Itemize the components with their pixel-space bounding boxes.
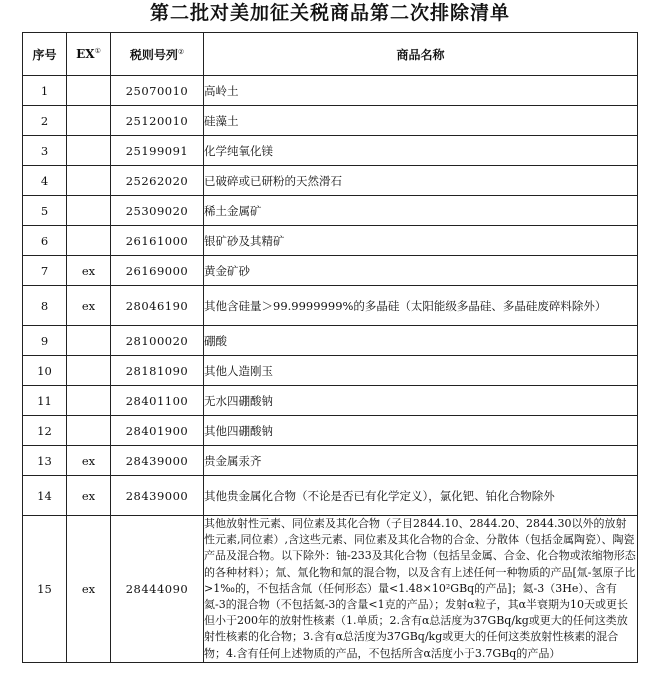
header-seq: 序号 xyxy=(23,33,67,76)
cell-ex xyxy=(67,136,111,166)
cell-seq: 4 xyxy=(23,166,67,196)
footnote-marker: ① xyxy=(94,47,101,55)
cell-tariff-code: 25262020 xyxy=(111,166,204,196)
cell-tariff-code: 28401100 xyxy=(111,386,204,416)
table-row xyxy=(23,326,638,356)
cell-ex: ex xyxy=(67,256,111,286)
cell-tariff-code: 25309020 xyxy=(111,196,204,226)
cell-tariff-code: 28181090 xyxy=(111,356,204,386)
cell-tariff-code: 28439000 xyxy=(111,476,204,516)
table-row xyxy=(23,446,638,476)
cell-tariff-code: 25199091 xyxy=(111,136,204,166)
cell-ex xyxy=(67,326,111,356)
cell-product-name: 黄金矿砂 xyxy=(204,256,638,286)
cell-product-name: 其他贵金属化合物（不论是否已有化学定义），氯化钯、铂化合物除外 xyxy=(204,476,638,516)
cell-ex xyxy=(67,196,111,226)
cell-seq: 11 xyxy=(23,386,67,416)
exclusion-list-table xyxy=(22,32,638,663)
cell-seq: 7 xyxy=(23,256,67,286)
cell-seq: 14 xyxy=(23,476,67,516)
document-title: 第二批对美加征关税商品第二次排除清单 xyxy=(149,2,510,24)
cell-seq: 6 xyxy=(23,226,67,256)
table-row xyxy=(23,166,638,196)
cell-ex: ex xyxy=(67,286,111,326)
cell-product-name: 高岭土 xyxy=(204,76,638,106)
cell-seq: 1 xyxy=(23,76,67,106)
cell-ex xyxy=(67,106,111,136)
cell-tariff-code: 26161000 xyxy=(111,226,204,256)
cell-ex: ex xyxy=(67,516,111,663)
cell-product-name: 贵金属汞齐 xyxy=(204,446,638,476)
table-row xyxy=(23,516,638,663)
cell-ex xyxy=(67,76,111,106)
table-row xyxy=(23,226,638,256)
cell-ex xyxy=(67,356,111,386)
cell-tariff-code: 25070010 xyxy=(111,76,204,106)
header-tariff-code: 税则号列② xyxy=(111,33,204,76)
cell-seq: 13 xyxy=(23,446,67,476)
cell-product-name: 其他四硼酸钠 xyxy=(204,416,638,446)
cell-tariff-code: 28100020 xyxy=(111,326,204,356)
table-row xyxy=(23,136,638,166)
cell-seq: 9 xyxy=(23,326,67,356)
table-row xyxy=(23,256,638,286)
cell-seq: 12 xyxy=(23,416,67,446)
cell-seq: 8 xyxy=(23,286,67,326)
cell-product-name: 硼酸 xyxy=(204,326,638,356)
cell-product-name: 无水四硼酸钠 xyxy=(204,386,638,416)
cell-tariff-code: 25120010 xyxy=(111,106,204,136)
cell-ex xyxy=(67,166,111,196)
cell-tariff-code: 28046190 xyxy=(111,286,204,326)
cell-ex xyxy=(67,416,111,446)
cell-tariff-code: 26169000 xyxy=(111,256,204,286)
header-ex: EX① xyxy=(67,33,111,76)
table-row xyxy=(23,386,638,416)
table-row xyxy=(23,416,638,446)
cell-ex xyxy=(67,386,111,416)
cell-seq: 15 xyxy=(23,516,67,663)
cell-product-name: 稀土金属矿 xyxy=(204,196,638,226)
cell-product-name: 银矿砂及其精矿 xyxy=(204,226,638,256)
cell-product-name: 已破碎或已研粉的天然滑石 xyxy=(204,166,638,196)
cell-seq: 2 xyxy=(23,106,67,136)
cell-tariff-code: 28439000 xyxy=(111,446,204,476)
cell-product-name: 化学纯氧化镁 xyxy=(204,136,638,166)
table-row xyxy=(23,106,638,136)
table-row xyxy=(23,286,638,326)
table-header-row xyxy=(23,33,638,76)
cell-product-name: 其他放射性元素、同位素及其化合物（子目2844.10、2844.20、2844.30以外的放射性元素,同位素）,含这些元素、同位素及其化合物的合金、分散体（包括金属陶瓷）、陶瓷产品及混合物。以下除外：铀-233及其化合物（包括呈金属、合金、化合物或浓缩物形态的各种材料）；氚、氚化物和氚的混合物，以及含有上述任何一种物质的产品[氚-氢原子比>1‰的，不包括含氚（任何形态）量<1.48×10²GBq的产品]；氦-3（3He）、含有氦-3的混合物（不包括氦-3的含量<1克的产品）；发射α粒子，其α半衰期为10天或更长但小于200年的放射性核素（1.单质；2.含有α总活度为37GBq/kg或更大的任何这类放射性核素的化合物；3.含有α总活度为37GBq/kg或更大的任何这类放射性核素的混合物；4.含有任何上述物质的产品，不包括所含α活度小于3.7GBq的产品） xyxy=(204,516,638,663)
cell-seq: 10 xyxy=(23,356,67,386)
cell-tariff-code: 28401900 xyxy=(111,416,204,446)
table-row xyxy=(23,76,638,106)
cell-product-name: 硅藻土 xyxy=(204,106,638,136)
cell-product-name: 其他含硅量＞99.9999999%的多晶硅（太阳能级多晶硅、多晶硅废碎料除外） xyxy=(204,286,638,326)
table-row xyxy=(23,356,638,386)
table-row xyxy=(23,196,638,226)
cell-ex: ex xyxy=(67,446,111,476)
cell-seq: 3 xyxy=(23,136,67,166)
footnote-marker: ② xyxy=(177,47,185,56)
header-product-name: 商品名称 xyxy=(204,33,638,76)
cell-ex xyxy=(67,226,111,256)
cell-tariff-code: 28444090 xyxy=(111,516,204,663)
table-row xyxy=(23,476,638,516)
cell-product-name: 其他人造刚玉 xyxy=(204,356,638,386)
cell-seq: 5 xyxy=(23,196,67,226)
cell-ex: ex xyxy=(67,476,111,516)
